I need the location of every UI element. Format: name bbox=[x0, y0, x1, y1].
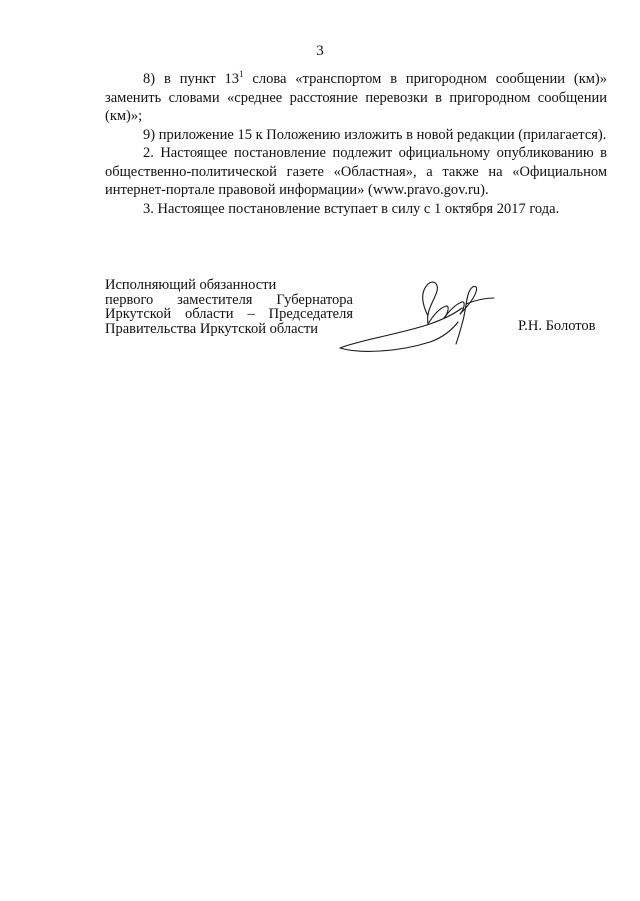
signatory-position-line-2: первого заместителя Губернатора bbox=[105, 291, 353, 308]
document-body bbox=[105, 70, 607, 218]
paragraph-clause-3: 3. Настоящее постановление вступает в силу с 1 октября 2017 года. bbox=[143, 200, 560, 217]
item-8-text-end: слова «транспортом в пригородном сообщении (км)» заменить словами «среднее расстояние перевозки в пригородном сообщении (км)»; bbox=[105, 71, 607, 124]
signatory-position bbox=[105, 278, 353, 336]
signatory-position-line-1: Исполняющий обязанности bbox=[105, 277, 277, 293]
paragraph-clause-2: 2. Настоящее постановление подлежит официальному опубликованию в общественно-политической газете «Областная», а также на «Официальном интернет-портале правовой информации» (www.pravo.gov.ru). bbox=[105, 145, 607, 198]
signatory-position-line-3: Иркутской области – Председателя bbox=[105, 306, 353, 322]
signatory-position-line-4: Правительства Иркутской области bbox=[105, 320, 319, 337]
handwritten-signature bbox=[330, 268, 500, 368]
paragraph-item-9: 9) приложение 15 к Положению изложить в новой редакции (прилагается). bbox=[143, 126, 607, 143]
item-8-superscript: 1 bbox=[239, 69, 244, 80]
page-number: 3 bbox=[316, 43, 324, 59]
item-8-text-start: 8) в пункт 13 bbox=[143, 71, 240, 87]
paragraph-item-8 bbox=[105, 70, 607, 126]
signer-name: Р.Н. Болотов bbox=[518, 318, 596, 334]
